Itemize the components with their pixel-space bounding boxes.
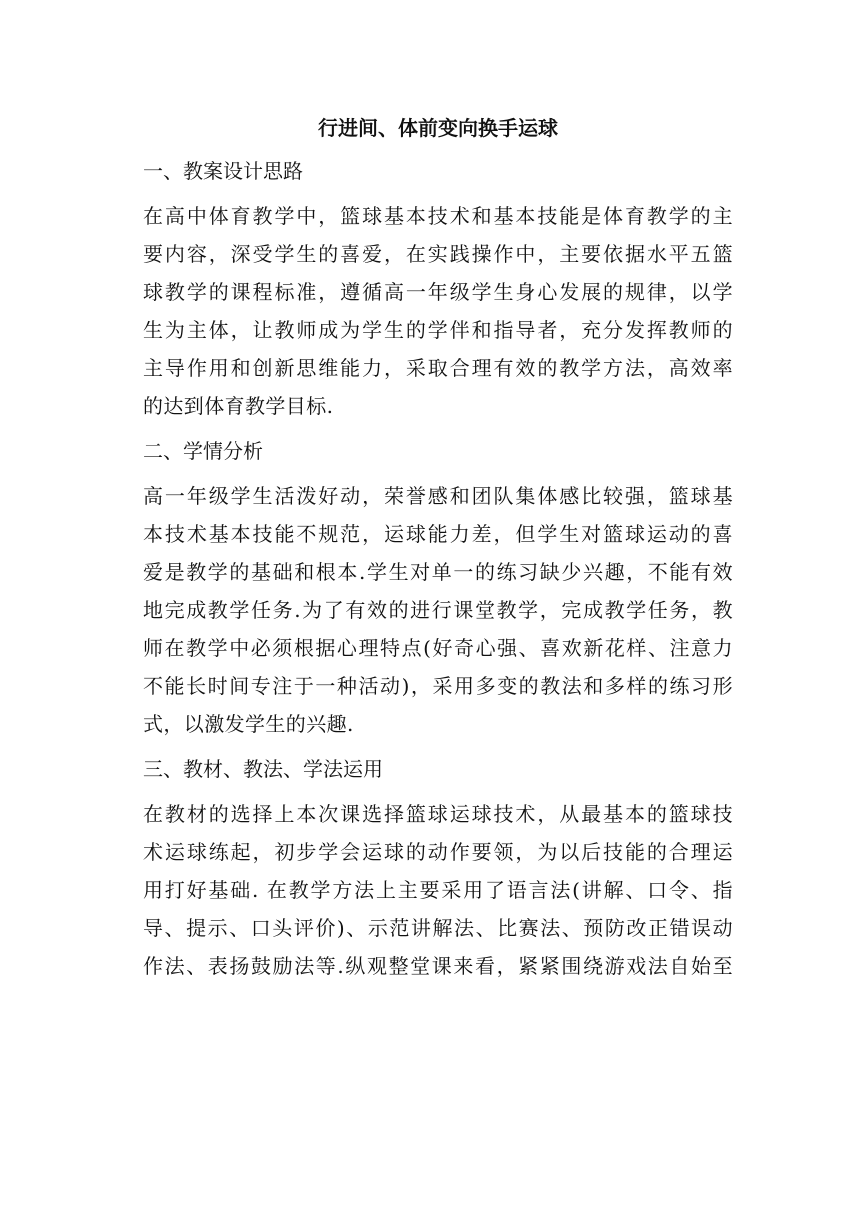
section-paragraph-teaching-methods <box>143 795 733 985</box>
paragraph-line: 不能长时间专注于一种活动)，采用多变的教法和多样的练习形 <box>143 674 733 698</box>
paragraph-line: 用打好基础. 在教学方法上主要采用了语言法(讲解、口令、指 <box>143 878 733 902</box>
paragraph-line: 爱是教学的基础和根本.学生对单一的练习缺少兴趣，不能有效 <box>143 560 733 584</box>
paragraph-line: 在高中体育教学中，篮球基本技术和基本技能是体育教学的主 <box>143 204 733 228</box>
paragraph-line: 作法、表扬鼓励法等.纵观整堂课来看，紧紧围绕游戏法自始至 <box>143 954 733 978</box>
paragraph-line: 导、提示、口头评价)、示范讲解法、比赛法、预防改正错误动 <box>143 916 733 940</box>
section-heading-design-idea: 一、教案设计思路 <box>143 159 303 183</box>
paragraph-line: 在教材的选择上本次课选择篮球运球技术，从最基本的篮球技 <box>143 802 733 826</box>
paragraph-line: 要内容，深受学生的喜爱，在实践操作中，主要依据水平五篮 <box>143 242 733 266</box>
document-title: 行进间、体前变向换手运球 <box>318 116 558 140</box>
section-paragraph-learner-analysis <box>143 477 733 743</box>
paragraph-line: 本技术基本技能不规范，运球能力差，但学生对篮球运动的喜 <box>143 522 733 546</box>
paragraph-line: 高一年级学生活泼好动，荣誉感和团队集体感比较强，篮球基 <box>143 484 733 508</box>
section-heading-learner-analysis: 二、学情分析 <box>143 439 263 463</box>
section-paragraph-design-idea <box>143 197 733 425</box>
document-body <box>143 111 733 994</box>
paragraph-line: 主导作用和创新思维能力，采取合理有效的教学方法，高效率 <box>143 356 733 380</box>
paragraph-line: 生为主体，让教师成为学生的学伴和指导者，充分发挥教师的 <box>143 318 733 342</box>
section-heading-teaching-methods: 三、教材、教法、学法运用 <box>143 757 383 781</box>
paragraph-line: 地完成教学任务.为了有效的进行课堂教学，完成教学任务，教 <box>143 598 733 622</box>
paragraph-line: 术运球练起，初步学会运球的动作要领，为以后技能的合理运 <box>143 840 733 864</box>
paragraph-line: 式，以激发学生的兴趣. <box>143 712 354 736</box>
paragraph-line: 的达到体育教学目标. <box>143 394 334 418</box>
paragraph-line: 球教学的课程标准，遵循高一年级学生身心发展的规律，以学 <box>143 280 733 304</box>
paragraph-line: 师在教学中必须根据心理特点(好奇心强、喜欢新花样、注意力 <box>143 636 733 660</box>
